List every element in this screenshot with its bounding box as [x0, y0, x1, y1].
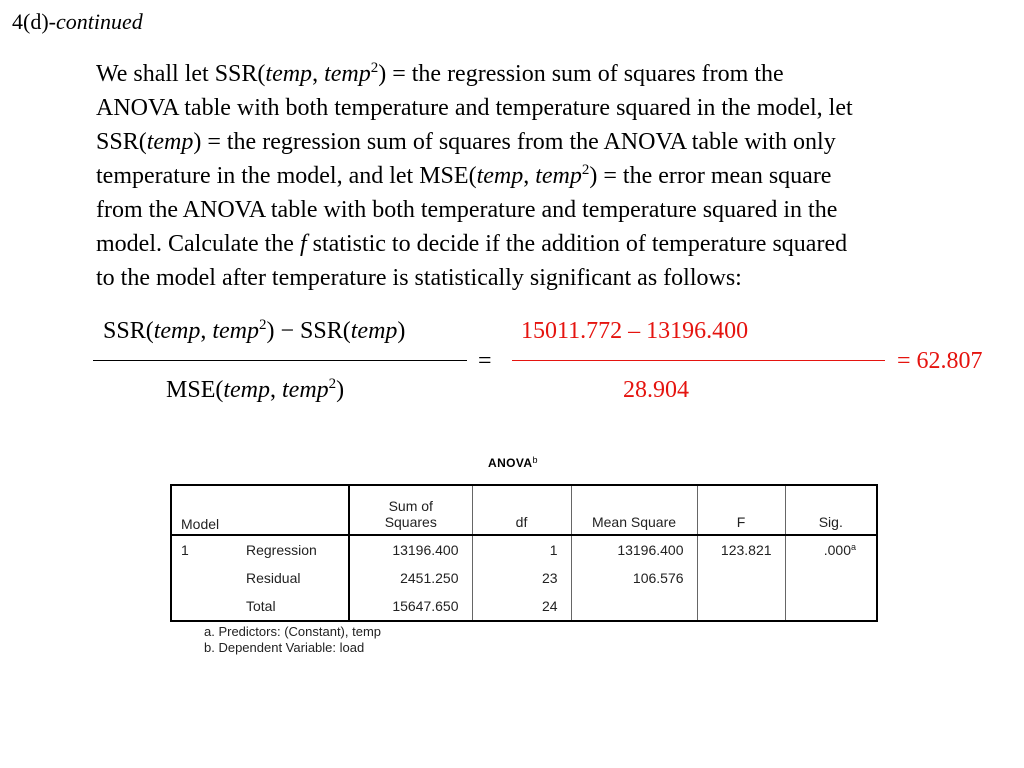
cell-source: Total — [246, 598, 276, 614]
anova-title: ANOVA$^b$ — [488, 455, 538, 470]
calc-numerator: 15011.772 – 13196.400 — [521, 318, 749, 344]
table-row — [171, 535, 877, 564]
cell-sig: .000$^a$ — [785, 535, 877, 564]
cell-source: Regression — [246, 542, 317, 558]
cell-source: Residual — [246, 570, 301, 586]
cell-sum-of-squares: 13196.400 — [349, 535, 472, 564]
formula-denominator: MSE(temp, temp$^2$) — [166, 376, 345, 403]
header-sig: Sig. — [785, 485, 877, 535]
table-row — [171, 592, 877, 621]
table-row — [171, 564, 877, 592]
paragraph-line-1: We shall let SSR(temp, temp$^2$) = the regression sum of squares from the — [96, 60, 784, 87]
heading-continued: continued — [55, 9, 143, 34]
heading-prefix: 4(d)- — [12, 9, 56, 34]
anova-table — [170, 484, 878, 622]
footnote-a: a. Predictors: (Constant), temp — [204, 624, 382, 639]
paragraph-line-4: temperature in the model, and let MSE(temp, temp$^2$) = the error mean square — [96, 162, 832, 189]
cell-mean-square: 106.576 — [571, 564, 697, 592]
cell-model — [171, 592, 238, 621]
paragraph-line-5: from the ANOVA table with both temperature and temperature squared in the — [96, 197, 838, 223]
header-mean-square: Mean Square — [571, 485, 697, 535]
paragraph-line-3: SSR(temp) = the regression sum of squares from the ANOVA table with only — [96, 129, 836, 155]
header-df: df — [472, 485, 571, 535]
paragraph-line-7: to the model after temperature is statistically significant as follows: — [96, 265, 742, 291]
cell-model: 1 — [181, 542, 189, 558]
cell-model — [171, 564, 238, 592]
cell-sig — [785, 592, 877, 621]
paragraph-line-2: ANOVA table with both temperature and temperature squared in the model, let — [96, 95, 853, 121]
cell-f — [697, 564, 785, 592]
anova-footnotes — [204, 624, 381, 656]
cell-df: 24 — [472, 592, 571, 621]
cell-mean-square — [571, 592, 697, 621]
header-sum-of-squares: Sum of Squares — [349, 485, 472, 535]
header-f: F — [697, 485, 785, 535]
cell-df: 23 — [472, 564, 571, 592]
cell-f: 123.821 — [697, 535, 785, 564]
sig-footnote-marker: a — [851, 542, 857, 552]
formula-fraction-bar — [93, 360, 467, 361]
cell-sum-of-squares: 15647.650 — [349, 592, 472, 621]
cell-f — [697, 592, 785, 621]
paragraph-line-6: model. Calculate the f statistic to decide if the addition of temperature squared — [96, 231, 848, 257]
cell-mean-square: 13196.400 — [571, 535, 697, 564]
footnote-b: b. Dependent Variable: load — [204, 640, 365, 655]
cell-sig — [785, 564, 877, 592]
section-heading — [12, 8, 143, 36]
anova-title-footnote-marker: b — [532, 455, 538, 465]
calc-fraction-bar — [512, 360, 885, 361]
f-statistic-result: = 62.807 — [897, 348, 983, 374]
formula-numerator: SSR(temp, temp$^2$) − SSR(temp) — [103, 317, 406, 344]
cell-df: 1 — [472, 535, 571, 564]
formula-equals-sign: = — [478, 348, 492, 374]
anova-header-row — [171, 485, 877, 535]
calc-denominator: 28.904 — [623, 377, 689, 403]
header-model: Model — [171, 485, 349, 535]
instruction-paragraph — [96, 57, 1001, 295]
cell-sum-of-squares: 2451.250 — [349, 564, 472, 592]
